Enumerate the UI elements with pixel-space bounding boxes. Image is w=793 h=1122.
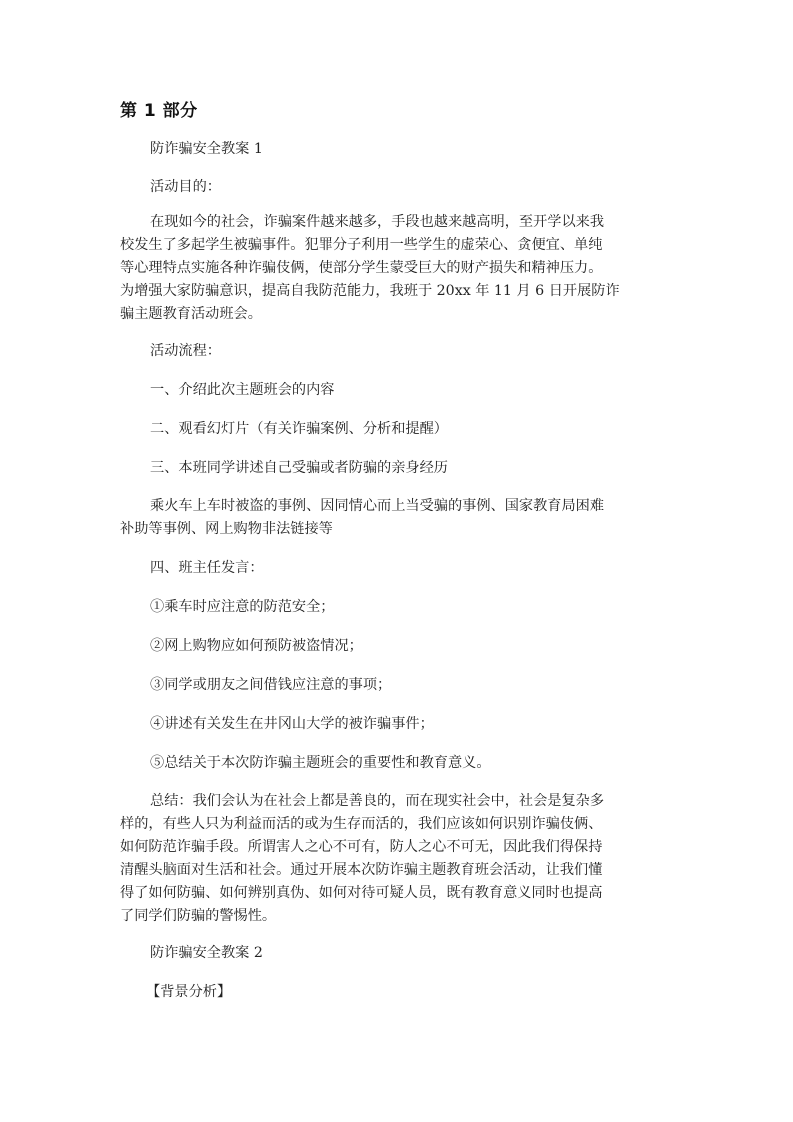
paragraph-line: 样的，有些人只为利益而活的或为生存而活的，我们应该如何识别诈骗伎俩、 bbox=[120, 816, 603, 832]
step-text: 二、观看幻灯片（有关诈骗案例、分析和提醒） bbox=[150, 421, 448, 437]
summary-paragraph bbox=[120, 790, 680, 928]
teacher-point bbox=[120, 713, 710, 736]
paragraph-line: 总结：我们会认为在社会上都是善良的，而在现实社会中，社会是复杂多 bbox=[150, 793, 605, 809]
teacher-point-text: ⑤总结关于本次防诈骗主题班会的重要性和教育意义。 bbox=[150, 755, 491, 771]
purpose-label bbox=[120, 176, 710, 199]
paragraph-line: 得了如何防骗、如何辨别真伪、如何对待可疑人员，既有教育意义同时也提高 bbox=[120, 885, 603, 901]
process-label bbox=[120, 340, 710, 363]
purpose-label-text: 活动目的： bbox=[150, 179, 221, 195]
teacher-point bbox=[120, 596, 710, 619]
plan1-title-text: 防诈骗安全教案 1 bbox=[150, 141, 263, 157]
paragraph-line: 等心理特点实施各种诈骗伎俩，使部分学生蒙受巨大的财产损失和精神压力。 bbox=[120, 260, 603, 276]
step-text: 一、介绍此次主题班会的内容 bbox=[150, 382, 335, 398]
process-label-text: 活动流程： bbox=[150, 343, 221, 359]
teacher-point bbox=[120, 635, 710, 658]
plan2-title bbox=[120, 942, 710, 965]
paragraph-line: 清醒头脑面对生活和社会。通过开展本次防诈骗主题教育班会活动，让我们懂 bbox=[120, 862, 603, 878]
section-heading: 第 1 部分 bbox=[120, 101, 198, 121]
teacher-point bbox=[120, 752, 710, 775]
step-item bbox=[120, 379, 710, 402]
background-label-text: 【背景分析】 bbox=[146, 984, 232, 1000]
paragraph-line: 骗主题教育活动班会。 bbox=[120, 306, 262, 322]
paragraph-line: 了同学们防骗的警惕性。 bbox=[120, 908, 277, 924]
examples-paragraph bbox=[120, 495, 680, 541]
teacher-point-text: ④讲述有关发生在井冈山大学的被诈骗事件； bbox=[150, 716, 434, 732]
purpose-paragraph bbox=[120, 211, 680, 326]
background-label bbox=[120, 981, 706, 1004]
paragraph-line: 校发生了多起学生被骗事件。犯罪分子利用一些学生的虚荣心、贪便宜、单纯 bbox=[120, 237, 603, 253]
teacher-point-text: ②网上购物应如何预防被盗情况； bbox=[150, 638, 363, 654]
teacher-label-text: 四、班主任发言： bbox=[150, 560, 264, 576]
paragraph-line: 补助等事例、网上购物非法链接等 bbox=[120, 521, 333, 537]
paragraph-line: 在现如今的社会，诈骗案件越来越多，手段也越来越高明，至开学以来我 bbox=[150, 214, 605, 230]
plan1-title bbox=[120, 138, 710, 161]
step-item bbox=[120, 418, 710, 441]
teacher-point-text: ③同学或朋友之间借钱应注意的事项； bbox=[150, 677, 392, 693]
paragraph-line: 为增强大家防骗意识，提高自我防范能力，我班于 20xx 年 11 月 6 日开展防诈 bbox=[120, 283, 620, 299]
step-text: 三、本班同学讲述自己受骗或者防骗的亲身经历 bbox=[150, 460, 448, 476]
paragraph-line: 如何防范诈骗手段。所谓害人之心不可有，防人之心不可无，因此我们得保持 bbox=[120, 839, 603, 855]
teacher-point bbox=[120, 674, 710, 697]
teacher-label bbox=[120, 557, 710, 580]
step-item bbox=[120, 457, 710, 480]
paragraph-line: 乘火车上车时被盗的事例、因同情心而上当受骗的事例、国家教育局困难 bbox=[150, 498, 605, 514]
teacher-point-text: ①乘车时应注意的防范安全； bbox=[150, 599, 335, 615]
plan2-title-text: 防诈骗安全教案 2 bbox=[150, 945, 263, 961]
